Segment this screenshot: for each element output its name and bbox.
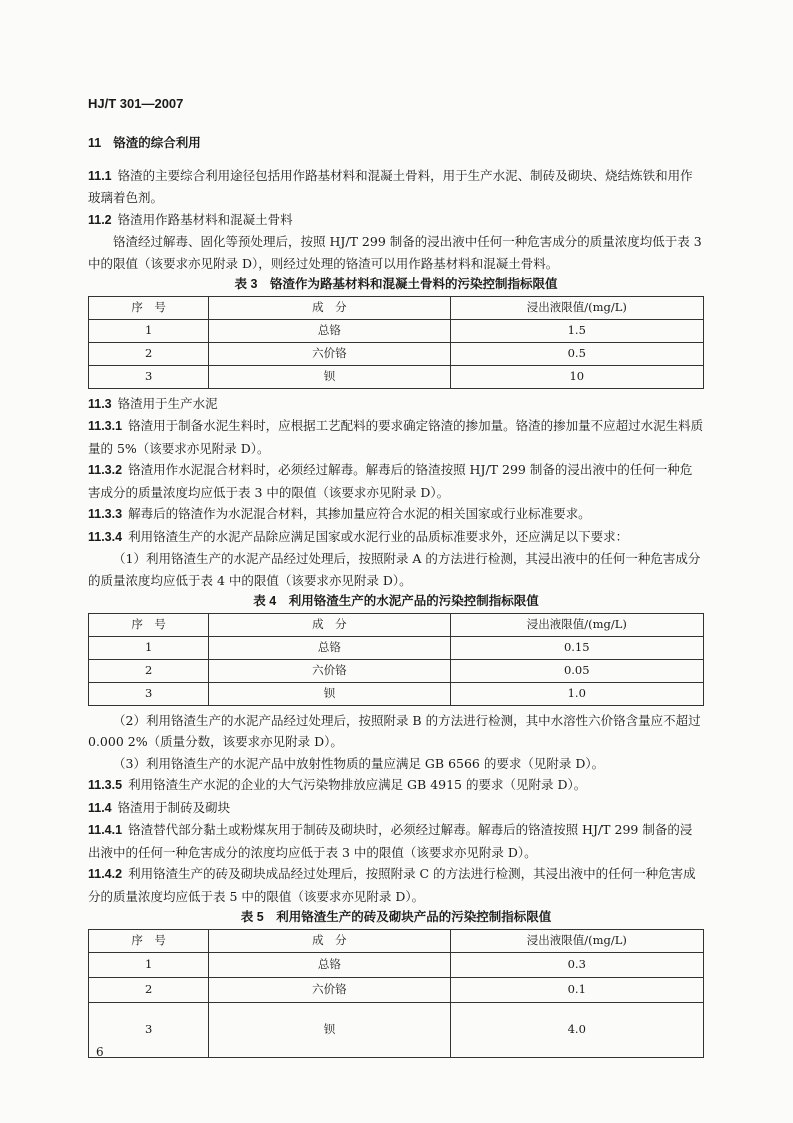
clause-text: 铬渣用作水泥混合材料时，必须经过解毒。解毒后的铬渣按照 HJ/T 299 制备的浸出液中的任何一种危害成分的质量浓度均应低于表 3 中的限值（该要求亦见附录 D）。 xyxy=(88,462,693,500)
clause-text: 利用铬渣生产的砖及砌块成品经过处理后，按照附录 C 的方法进行检测，其浸出液中的任何一种危害成分的质量浓度均应低于表 5 中的限值（该要求亦见附录 D）。 xyxy=(88,866,696,904)
table-header-cell: 浸出液限值/(mg/L) xyxy=(450,614,703,637)
table-row xyxy=(89,342,704,365)
paragraph xyxy=(88,526,704,549)
table-header-row xyxy=(89,614,704,637)
table-cell: 六价铬 xyxy=(209,659,450,682)
table-t5 xyxy=(88,929,704,1058)
table-row xyxy=(89,977,704,1002)
table-header-row xyxy=(89,297,704,320)
table-cell: 钡 xyxy=(209,682,450,705)
table-row xyxy=(89,319,704,342)
clause-number: 11.2 xyxy=(88,212,112,227)
clause-text: 利用铬渣生产水泥的企业的大气污染物排放应满足 GB 4915 的要求（见附录 D）。 xyxy=(128,777,587,792)
table-cell: 总铬 xyxy=(209,319,450,342)
clause-text: 铬渣的综合利用 xyxy=(113,135,201,150)
subsection-heading xyxy=(88,797,704,820)
clause-text: 铬渣替代部分黏土或粉煤灰用于制砖及砌块时，必须经过解毒。解毒后的铬渣按照 HJ/T 299 制备的浸出液中的任何一种危害成分的浓度均应低于表 3 中的限值（该要求亦见附录 D）。 xyxy=(88,822,693,860)
table-caption: 表 5 利用铬渣生产的砖及砌块产品的污染控制指标限值 xyxy=(240,910,552,924)
table-header-cell: 序 号 xyxy=(89,930,209,953)
paragraph xyxy=(88,753,704,775)
table-cell: 3 xyxy=(89,1002,209,1057)
table-cell: 10 xyxy=(450,365,703,388)
table-header-cell: 浸出液限值/(mg/L) xyxy=(450,930,703,953)
table-cell: 钡 xyxy=(209,365,450,388)
table-cell: 1 xyxy=(89,952,209,977)
table-header-cell: 成 分 xyxy=(209,930,450,953)
table-cell: 0.3 xyxy=(450,952,703,977)
table-cell: 1 xyxy=(89,636,209,659)
clause-text: 铬渣的主要综合利用途径包括用作路基材料和混凝土骨料，用于生产水泥、制砖及砌块、烧结炼铁和用作玻璃着色剂。 xyxy=(88,167,693,205)
table-t4 xyxy=(88,613,704,706)
document-body xyxy=(88,132,704,1062)
subsection-heading xyxy=(88,393,704,416)
table-cell: 2 xyxy=(89,977,209,1002)
paragraph xyxy=(88,415,704,459)
table-header-cell: 成 分 xyxy=(209,297,450,320)
table-cell: 3 xyxy=(89,682,209,705)
clause-number: 11.3.1 xyxy=(88,419,123,433)
table-cell: 六价铬 xyxy=(209,977,450,1002)
paragraph xyxy=(88,231,704,274)
page-number: 6 xyxy=(96,1045,104,1059)
table-cell: 0.1 xyxy=(450,977,703,1002)
clause-text: 铬渣用于制砖及砌块 xyxy=(117,799,231,815)
section-heading xyxy=(88,132,704,155)
page-header: HJ/T 301—2007 xyxy=(88,96,184,111)
paragraph xyxy=(88,503,704,526)
table-cell: 3 xyxy=(89,365,209,388)
clause-number: 11.4.1 xyxy=(88,823,123,837)
clause-text: 铬渣用作路基材料和混凝土骨料 xyxy=(117,211,293,227)
table-cell: 钡 xyxy=(209,1002,450,1057)
table-header-cell: 成 分 xyxy=(209,614,450,637)
table-row xyxy=(89,1002,704,1057)
paragraph xyxy=(88,710,704,753)
clause-number: 11.4 xyxy=(88,800,112,815)
table-cell: 总铬 xyxy=(209,952,450,977)
table-t3 xyxy=(88,296,704,389)
clause-text: （2）利用铬渣生产的水泥产品经过处理后，按照附录 B 的方法进行检测，其中水溶性六价铬含量应不超过 0.000 2%（质量分数，该要求亦见附录 D）。 xyxy=(88,712,701,749)
table-row xyxy=(89,636,704,659)
table-row xyxy=(89,365,704,388)
clause-text: 解毒后的铬渣作为水泥混合材料，其掺加量应符合水泥的相关国家或行业标准要求。 xyxy=(128,506,591,521)
table-cell: 1.0 xyxy=(450,682,703,705)
paragraph xyxy=(88,819,704,863)
clause-number: 11.4.2 xyxy=(88,867,123,881)
clause-text: 铬渣经过解毒、固化等预处理后，按照 HJ/T 299 制备的浸出液中任何一种危害成分的质量浓度均低于表 3 中的限值（该要求亦见附录 D），则经过处理的铬渣可以用作路基材料和混凝土骨料。 xyxy=(88,234,702,271)
table-cell: 0.15 xyxy=(450,636,703,659)
paragraph xyxy=(88,165,704,209)
clause-text: （1）利用铬渣生产的水泥产品经过处理后，按照附录 A 的方法进行检测，其浸出液中的任何一种危害成分的质量浓度均应低于表 4 中的限值（该要求亦见附录 D）。 xyxy=(88,551,701,588)
table-cell: 1.5 xyxy=(450,319,703,342)
clause-number: 11.3.5 xyxy=(88,778,123,792)
table-caption: 表 3 铬渣作为路基材料和混凝土骨料的污染控制指标限值 xyxy=(234,277,558,291)
clause-number: 11.1 xyxy=(88,168,112,183)
clause-text: 铬渣用于制备水泥生料时，应根据工艺配料的要求确定铬渣的掺加量。铬渣的掺加量不应超过水泥生料质量的 5%（该要求亦见附录 D）。 xyxy=(88,418,704,456)
table-caption: 表 4 利用铬渣生产的水泥产品的污染控制指标限值 xyxy=(253,594,539,608)
table-row xyxy=(89,682,704,705)
table-header-row xyxy=(89,930,704,953)
paragraph xyxy=(88,774,704,797)
table-cell: 4.0 xyxy=(450,1002,703,1057)
table-row xyxy=(89,659,704,682)
clause-number: 11.3.2 xyxy=(88,463,123,477)
subsection-heading xyxy=(88,209,704,232)
table-cell: 2 xyxy=(89,659,209,682)
clause-number: 11.3 xyxy=(88,396,112,411)
table-header-cell: 序 号 xyxy=(89,297,209,320)
clause-number: 11 xyxy=(88,136,102,150)
clause-text: 利用铬渣生产的水泥产品除应满足国家或水泥行业的品质标准要求外，还应满足以下要求： xyxy=(128,528,629,544)
table-cell: 2 xyxy=(89,342,209,365)
table-cell: 六价铬 xyxy=(209,342,450,365)
clause-number: 11.3.3 xyxy=(88,507,123,521)
table-cell: 1 xyxy=(89,319,209,342)
table-row xyxy=(89,952,704,977)
clause-text: （3）利用铬渣生产的水泥产品中放射性物质的量应满足 GB 6566 的要求（见附录 D）。 xyxy=(113,755,605,771)
clause-text: 铬渣用于生产水泥 xyxy=(117,395,218,411)
paragraph xyxy=(88,459,704,503)
table-cell: 0.05 xyxy=(450,659,703,682)
table-cell: 总铬 xyxy=(209,636,450,659)
paragraph xyxy=(88,548,704,591)
table-header-cell: 序 号 xyxy=(89,614,209,637)
paragraph xyxy=(88,863,704,907)
table-cell: 0.5 xyxy=(450,342,703,365)
clause-number: 11.3.4 xyxy=(88,529,123,544)
table-header-cell: 浸出液限值/(mg/L) xyxy=(450,297,703,320)
